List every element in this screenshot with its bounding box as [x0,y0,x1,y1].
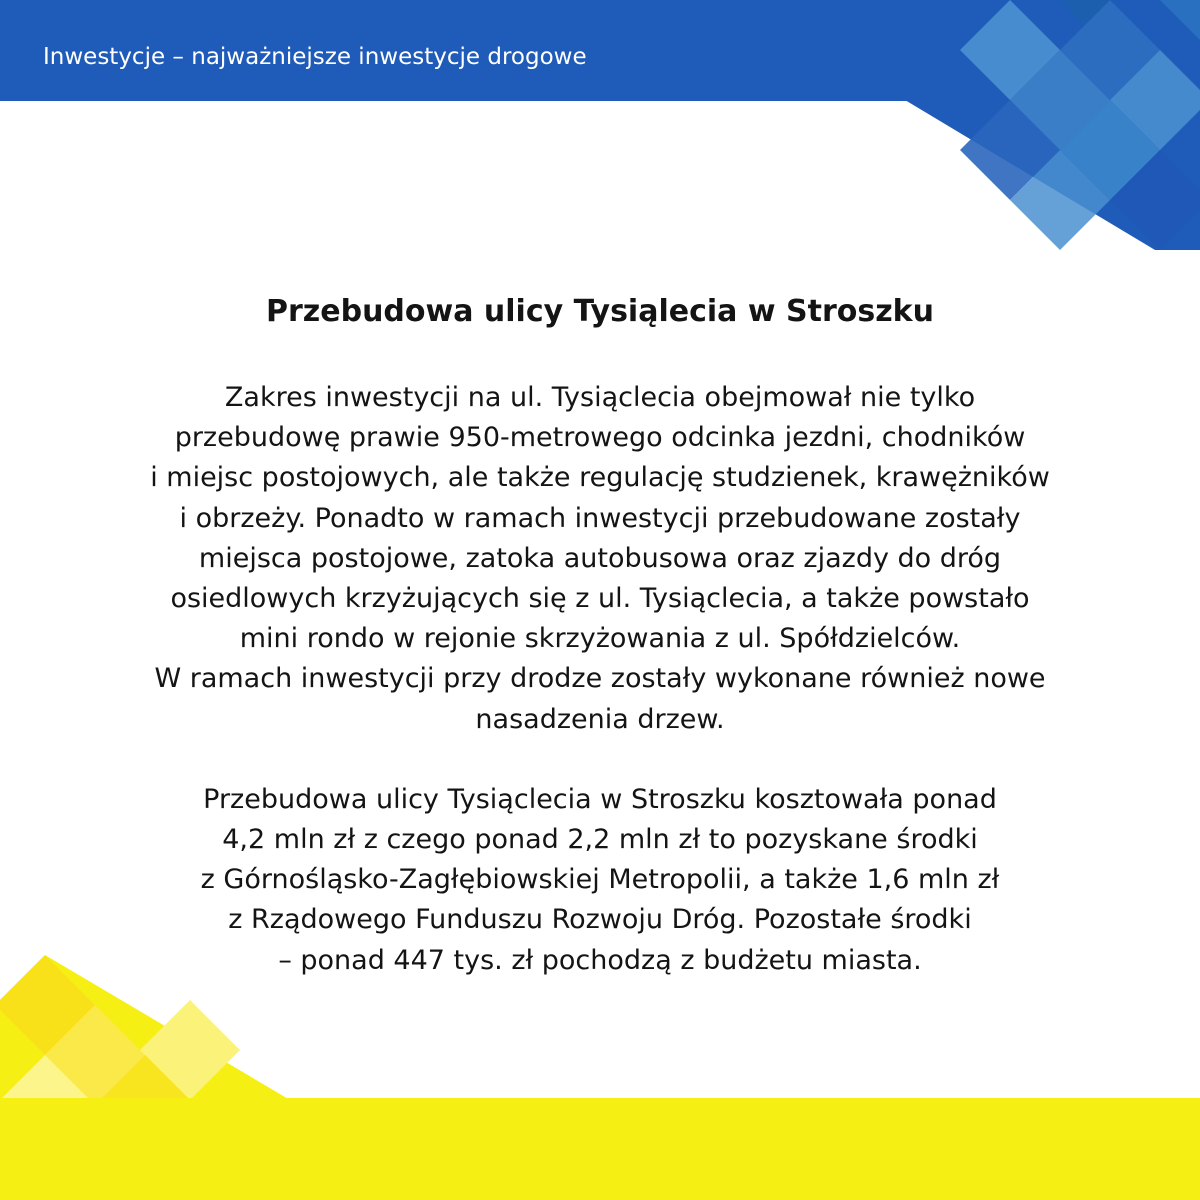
paragraph-line: Zakres inwestycji na ul. Tysiąclecia obejmował nie tylko [224,382,976,413]
footer-band [0,1098,1200,1200]
article [40,290,1160,981]
paragraph-line: miejsca postojowe, zatoka autobusowa oraz zjazdy do dróg [198,542,1002,574]
paragraph-line: z Rządowego Funduszu Rozwoju Dróg. Pozostałe środki [228,904,972,936]
paragraph-line: z Górnośląsko-Zagłębiowskiej Metropolii, a także 1,6 mln zł [200,864,1000,896]
article-title: Przebudowa ulicy Tysiąlecia w Stroszku [266,294,934,329]
paragraph-line: W ramach inwestycji przy drodze zostały wykonane również nowe [154,663,1046,695]
paragraph-line: nasadzenia drzew. [475,703,725,735]
paragraph-line: – ponad 447 tys. zł pochodzą z budżetu miasta. [278,944,922,976]
blue-diamond-tile [1160,0,1200,40]
paragraph-line: mini rondo w rejonie skrzyżowania z ul. Spółdzielców. [239,623,961,655]
paragraph-line: i miejsc postojowych, ale także regulację studzienek, krawężników [150,462,1050,494]
paragraph-line: i obrzeży. Ponadto w ramach inwestycji przebudowane zostały [179,502,1021,534]
article-paragraph-1 [40,378,1160,740]
article-paragraph-2 [40,780,1160,981]
paragraph-line: przebudowę prawie 950-metrowego odcinka jezdni, chodników [174,422,1026,454]
paragraph-gap [40,740,1160,780]
paragraph-line: osiedlowych krzyżujących się z ul. Tysiąclecia, a także powstało [170,583,1030,615]
paragraph-line: 4,2 mln zł z czego ponad 2,2 mln zł to pozyskane środki [222,824,978,856]
paragraph-line: Przebudowa ulicy Tysiąclecia w Stroszku kosztowała ponad [203,783,997,815]
header-title: Inwestycje – najważniejsze inwestycje drogowe [43,44,587,70]
